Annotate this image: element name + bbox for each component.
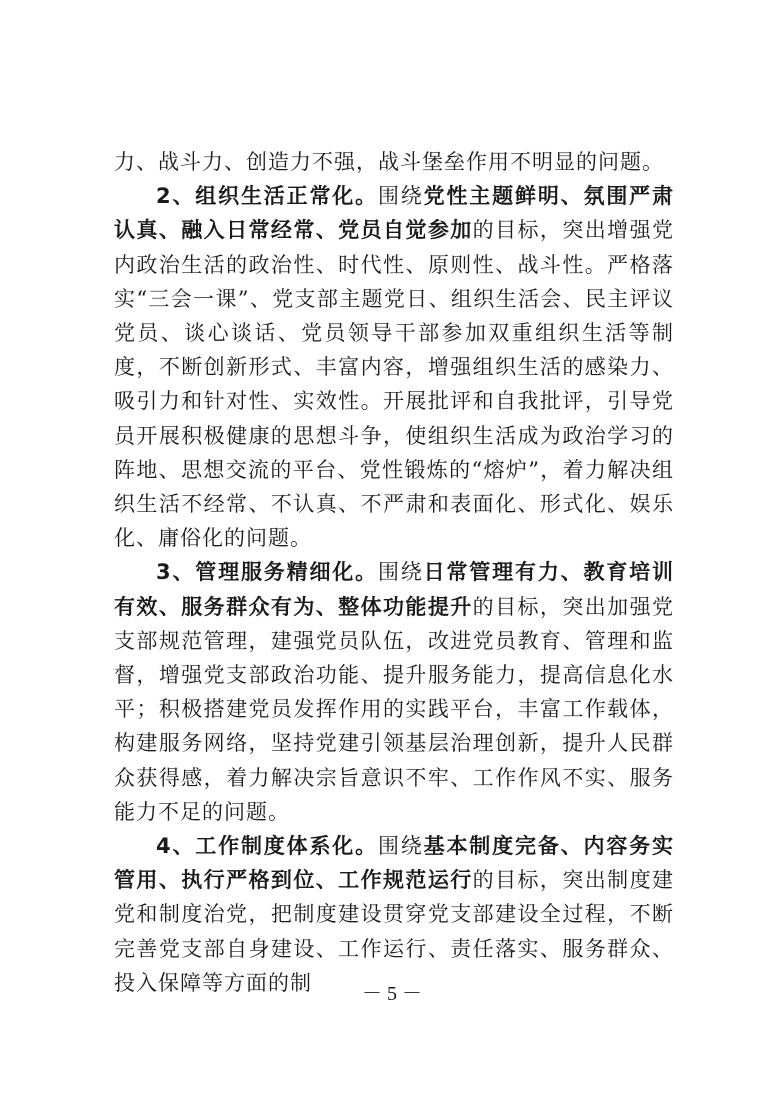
paragraph-section-2 (114, 179, 674, 555)
paragraph-continuation: 力、战斗力、创造力不强，战斗堡垒作用不明显的问题。 (114, 150, 664, 174)
section-heading: 3、管理服务精细化。 (156, 560, 378, 585)
section-bold-goals: 党性主题鲜明、氛围严肃认真、融入日常经常、党员自觉参加 (114, 184, 674, 243)
paragraph-section-3 (114, 555, 674, 829)
section-lead: 围绕 (377, 184, 424, 209)
section-body: 的目标，突出加强党支部规范管理，建强党员队伍，改进党员教育、管理和监督，增强党支部政治功能、提升服务能力，提高信息化水平；积极搭建党员发挥作用的实践平台，丰富工作载体，构建服务网络，坚持党建引领基层治理创新，提升人民群众获得感，着力解决宗旨意识不牢、工作作风不实、服务能力不足的问题。 (114, 594, 675, 824)
section-body: 的目标，突出增强党内政治生活的政治性、时代性、原则性、战斗性。严格落实“三会一课”、党支部主题党日、组织生活会、民主评议党员、谈心谈话、党员领导干部参加双重组织生活等制度，不断创新形式、丰富内容，增强组织生活的感染力、吸引力和针对性、实效性。开展批评和自我批评，引导党员开展积极健康的思想斗争，使组织生活成为政治学习的阵地、思想交流的平台、党性锻炼的“熔炉”，着力解决组织生活不经常、不认真、不严肃和表面化、形式化、娱乐化、庸俗化的问题。 (114, 218, 675, 551)
section-body: 的目标，突出制度建党和制度治党，把制度建设贯穿党支部建设全过程，不断完善党支部自身建设、工作运行、责任落实、服务群众、投入保障等方面的制 (114, 868, 675, 995)
section-bold-goals: 日常管理有力、教育培训有效、服务群众有为、整体功能提升 (114, 560, 674, 619)
section-heading: 2、组织生活正常化。 (156, 184, 378, 209)
page-number: － 5 － (362, 983, 422, 1005)
section-lead: 围绕 (377, 834, 424, 859)
body-text (114, 145, 674, 1000)
section-heading: 4、工作制度体系化。 (156, 834, 378, 859)
paragraph-section-4 (114, 829, 674, 1000)
section-lead: 围绕 (377, 560, 424, 585)
section-bold-goals: 基本制度完备、内容务实管用、执行严格到位、工作规范运行 (114, 834, 674, 893)
